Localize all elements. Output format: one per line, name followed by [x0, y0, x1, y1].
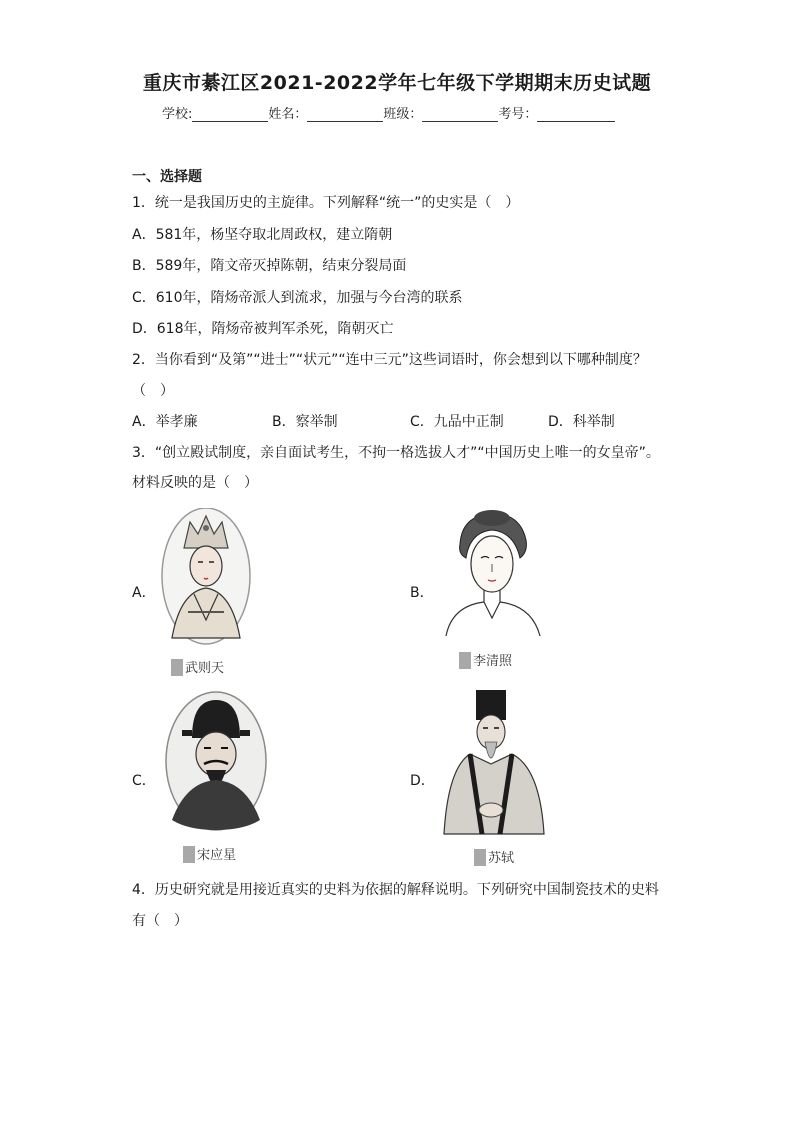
question-1-option-d: D．618年，隋炀帝被判军杀死，隋朝灭亡 — [132, 321, 394, 337]
question-3-option-c-caption: 宋应星 — [183, 844, 236, 863]
robed-scholar-portrait-image — [440, 688, 548, 836]
empress-portrait-image — [160, 508, 252, 648]
exam-no-blank — [537, 107, 615, 122]
caption-marker-icon — [183, 846, 195, 863]
question-3-option-a-caption: 武则天 — [171, 657, 224, 676]
student-info-row — [162, 103, 615, 122]
question-3-stem-line2: 材料反映的是（ ） — [132, 475, 258, 491]
section-title: 一、选择题 — [132, 169, 202, 185]
caption-marker-icon — [171, 659, 183, 676]
name-label: 姓名： — [268, 107, 308, 122]
question-3-option-d-label: D． — [410, 773, 435, 789]
question-3-option-d-caption: 苏轼 — [474, 847, 514, 866]
exam-no-label: 考号： — [498, 107, 538, 122]
question-2-stem: 2．当你看到“及第”“进士”“状元”“连中三元”这些词语时，你会想到以下哪种制度？ — [132, 352, 647, 368]
question-2-option-c: C．九品中正制 — [410, 414, 504, 430]
scholar-portrait-image — [164, 690, 268, 832]
question-1-option-a: A．581年，杨坚夺取北周政权，建立隋朝 — [132, 227, 393, 243]
question-3-option-b-label: B． — [410, 585, 434, 601]
class-blank — [422, 107, 498, 122]
school-label: 学校: — [162, 107, 193, 122]
question-4-stem: 4．历史研究就是用接近真实的史料为依据的解释说明。下列研究中国制瓷技术的史料 — [132, 882, 659, 898]
question-2-option-d: D．科举制 — [548, 414, 615, 430]
caption-marker-icon — [459, 652, 471, 669]
class-label: 班级： — [383, 107, 423, 122]
caption-marker-icon — [474, 849, 486, 866]
question-2-stem-line2: （ ） — [132, 383, 174, 399]
question-3-stem: 3．“创立殿试制度，亲自面试考生，不拘一格选拔人才”“中国历史上唯一的女皇帝”。 — [132, 445, 660, 461]
question-3-option-b-caption: 李清照 — [459, 650, 512, 669]
question-3-option-c-label: C． — [132, 773, 156, 789]
question-1-option-b: B．589年，隋文帝灭掉陈朝，结束分裂局面 — [132, 258, 407, 274]
school-blank — [192, 107, 268, 122]
question-1-option-c: C．610年，隋炀帝派人到流求，加强与今台湾的联系 — [132, 290, 463, 306]
name-blank — [307, 107, 383, 122]
woman-poet-portrait-image — [444, 508, 544, 636]
question-1-stem: 1．统一是我国历史的主旋律。下列解释“统一”的史实是（ ） — [132, 195, 520, 211]
question-3-option-a-label: A． — [132, 585, 156, 601]
question-2-option-b: B．察举制 — [272, 414, 338, 430]
page-title: 重庆市綦江区2021-2022学年七年级下学期期末历史试题 — [142, 72, 652, 94]
question-2-option-a: A．举孝廉 — [132, 414, 198, 430]
question-4-stem-line2: 有（ ） — [132, 913, 188, 929]
